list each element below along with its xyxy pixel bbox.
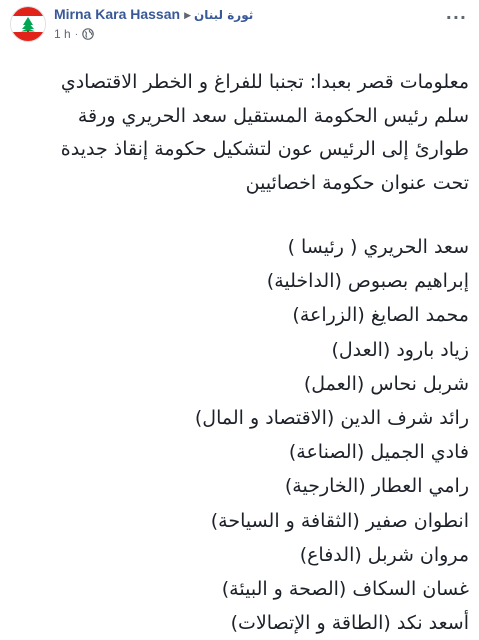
list-item: فادي الجميل (الصناعة) [288, 441, 469, 464]
intro-line: سلم رئيس الحكومة المستقيل سعد الحريري ورقة [77, 104, 469, 127]
list-item: محمد الصايغ (الزراعة) [292, 304, 469, 327]
meta-separator: · [74, 28, 79, 40]
post-body [9, 66, 469, 640]
list-item: إبراهيم بصبوص (الداخلية) [266, 270, 469, 293]
intro-line: طوارئ إلى الرئيس عون لتشكيل حكومة إنقاذ جديدة [60, 138, 469, 160]
right-triangle-icon: ▶ [184, 11, 191, 21]
intro-line: تحت عنوان حكومة اخصائيين [245, 171, 469, 194]
avatar[interactable] [10, 6, 46, 42]
post-meta [54, 27, 94, 41]
globe-icon[interactable] [82, 28, 94, 40]
post-time[interactable]: 1 h [54, 27, 71, 41]
list-item: مروان شربل (الدفاع) [299, 543, 469, 566]
list-item: رائد شرف الدين (الاقتصاد و المال) [194, 407, 469, 430]
post-header [0, 0, 479, 52]
list-item: غسان السكاف (الصحة و البيئة) [221, 578, 469, 601]
list-item: انطوان صفير (الثقافة و السياحة) [210, 509, 469, 532]
list-item: شربل نحاس (العمل) [303, 372, 469, 395]
list-item: سعد الحريري ( رئيسا ) [287, 236, 469, 258]
intro-line: معلومات قصر بعبدا: تجنبا للفراغ و الخطر الاقتصادي [60, 71, 469, 93]
lebanese-flag-icon [11, 7, 45, 41]
list-item: أسعد نكد (الطاقة و الإتصالات) [230, 612, 469, 635]
group-name[interactable]: ثورة لبنان [193, 8, 254, 22]
ellipsis-icon[interactable]: ··· [445, 8, 467, 27]
list-item: رامي العطار (الخارجية) [284, 475, 469, 498]
author-name[interactable]: Mirna Kara Hassan [54, 6, 181, 22]
post-intro [9, 66, 469, 200]
author-line [54, 6, 253, 23]
list-item: زياد بارود (العدل) [331, 338, 469, 361]
ministers-list [9, 230, 469, 640]
